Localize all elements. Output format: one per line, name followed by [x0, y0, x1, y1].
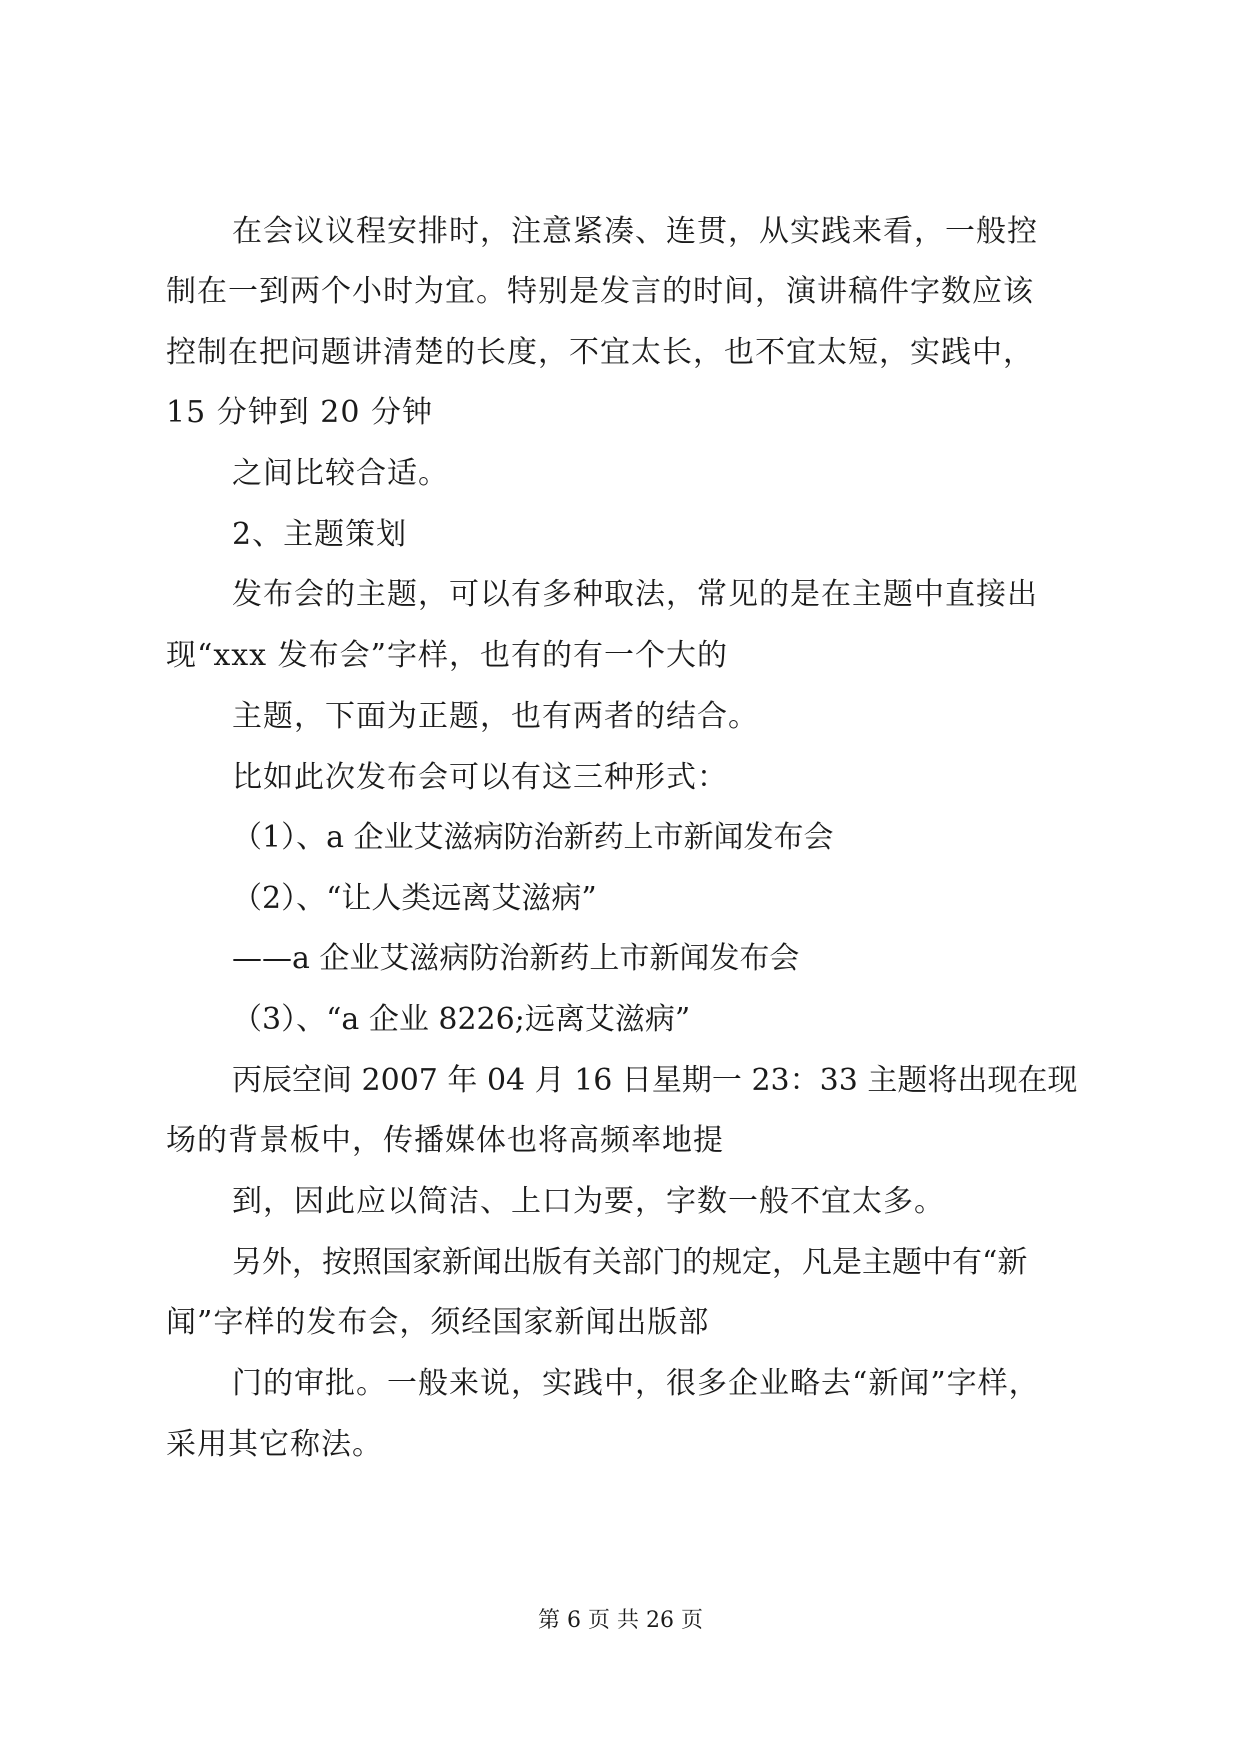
text-line: 之间比较合适。: [232, 456, 449, 491]
text-line: 比如此次发布会可以有这三种形式：: [232, 760, 728, 795]
text-line: 发布会的主题，可以有多种取法，常见的是在主题中直接出: [232, 577, 1038, 612]
section-heading: 2、主题策划: [232, 517, 408, 552]
text-line: 控制在把问题讲清楚的长度，不宜太长，也不宜太短，实践中，: [166, 335, 1034, 370]
text-line: 闻”字样的发布会，须经国家新闻出版部: [166, 1305, 710, 1340]
list-item: （3）、“a 企业 8226;远离艾滋病”: [232, 1002, 691, 1037]
text-line: 到，因此应以简洁、上口为要，字数一般不宜太多。: [232, 1184, 945, 1219]
page-number-footer: 第 6 页 共 26 页: [538, 1608, 703, 1633]
text-line: 场的背景板中，传播媒体也将高频率地提: [166, 1123, 724, 1158]
text-line: 制在一到两个小时为宜。特别是发言的时间，演讲稿件字数应该: [166, 274, 1034, 309]
list-item: （1）、a 企业艾滋病防治新药上市新闻发布会: [232, 820, 834, 855]
list-item: （2）、“让人类远离艾滋病”: [232, 881, 597, 916]
text-line: 门的审批。一般来说，实践中，很多企业略去“新闻”字样，: [232, 1366, 1040, 1401]
text-line: 主题，下面为正题，也有两者的结合。: [232, 699, 759, 734]
text-line: 15 分钟到 20 分钟: [166, 395, 433, 430]
text-line: 在会议议程安排时，注意紧凑、连贯，从实践来看，一般控: [232, 214, 1038, 249]
text-line: 现“xxx 发布会”字样，也有的有一个大的: [166, 638, 728, 673]
text-line: ——a 企业艾滋病防治新药上市新闻发布会: [232, 941, 800, 976]
text-line: 采用其它称法。: [166, 1427, 383, 1462]
text-line: 另外，按照国家新闻出版有关部门的规定，凡是主题中有“新: [232, 1245, 1028, 1280]
text-line: 丙辰空间 2007 年 04 月 16 日星期一 23：33 主题将出现在现: [232, 1063, 1078, 1098]
